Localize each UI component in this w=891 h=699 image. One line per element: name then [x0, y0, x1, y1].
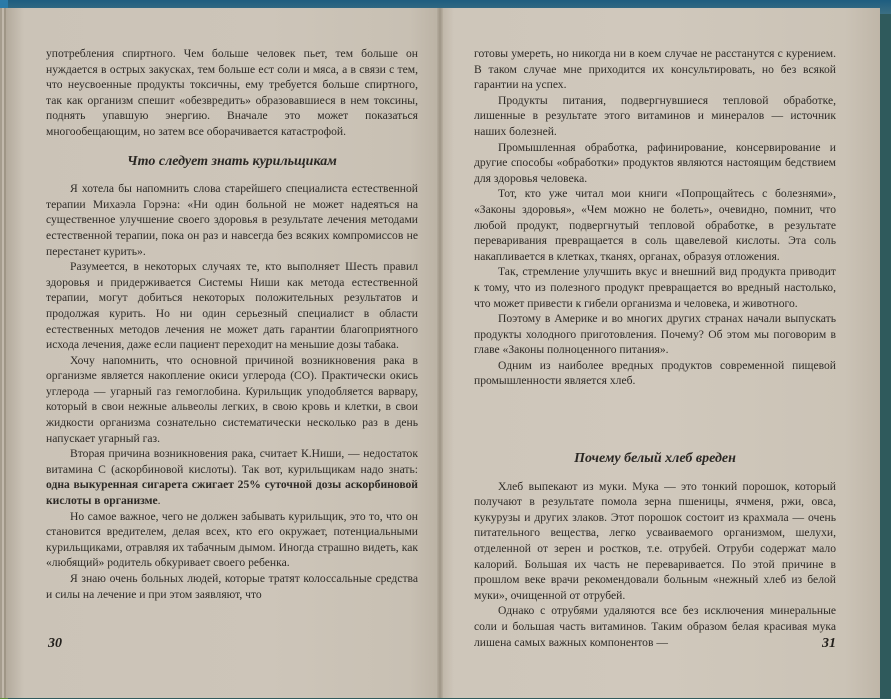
- section-heading: Что следует знать курильщикам: [127, 153, 337, 169]
- section-heading: Почему белый хлеб вреден: [574, 451, 736, 467]
- paragraph-text: Вторая причина возникновения рака, считает К.Ниши, — недостаток витамина С (аскорбиновой кислоты). Так вот, курильщикам надо знать:: [46, 447, 418, 476]
- paragraph: Хочу напомнить, что основной причиной возникновения рака в организме является накопление окиси углерода (СО). Практически окись углерода — угарный газ гемоглобина. Курильщик уподобляется варвару, который в свои нежные альвеолы легких, в свою кровь и клетки, в свои жидкости организма сознательно систематически несколько раз в день напускает угарный газ.: [46, 353, 418, 445]
- right-page: [440, 8, 880, 698]
- paragraph: Я знаю очень больных людей, которые тратят колоссальные средства и силы на лечение и при этом заявляют, что: [46, 572, 418, 601]
- paragraph: Разумеется, в некоторых случаях те, кто выполняет Шесть правил здоровья и придерживается Системы Ниши как метода естественной терапии, могут добиться некоторых положительных результатов и продолжая курить. Но ни один серьезный специалист в области естественных методов лечения не может дать гарантии благоприятного исхода лечения, даже если пациент переходит на меньшие дозы табака.: [46, 260, 418, 352]
- page-number: 31: [822, 636, 836, 651]
- paragraph: употребления спиртного. Чем больше человек пьет, тем больше он нуждается в острых закусках, тем больше ест соли и мяса, а в связи с тем, что неусвоенные продукты токсичны, ему требуется больше спиртного, так как организм спешит «обезвредить» образовавшиеся в нем токсины, поднять упавшую энергию. Вначале это может показаться многообещающим, но затем все оборачивается катастрофой.: [46, 47, 418, 138]
- left-page-text: [46, 46, 418, 602]
- paragraph: Однако с отрубями удаляются все без исключения минеральные соли и большая часть витаминов. Таким образом белая красивая мука лишена самых важных компонентов —: [474, 604, 836, 649]
- right-page-text: [474, 46, 836, 650]
- bold-emphasis: одна выкуренная сигарета сжигает 25% суточной дозы аскорбиновой кислоты в организме: [46, 478, 418, 508]
- paragraph: Поэтому в Америке и во многих других странах начали выпускать продукты холодного приготовления. Почему? Об этом мы поговорим в главе «Законы полноценного питания».: [474, 312, 836, 357]
- paragraph-text-end: .: [157, 494, 161, 508]
- paragraph: Я хотела бы напомнить слова старейшего специалиста естественной терапии Михаэла Горэна: «Ни один больной не может надеяться на существенное улучшение своего здоровья в результате лечения методами естественной терапии, пока он раз и навсегда без всяких компромиссов не перестанет курить».: [46, 182, 418, 258]
- left-page: [6, 8, 444, 698]
- paragraph: Промышленная обработка, рафинирование, консервирование и другие способы «обработки» продуктов являются настоящим бедствием для здоровья человека.: [474, 140, 836, 185]
- paragraph: Но самое важное, чего не должен забывать курильщик, это то, что он становится вредителем, делая всех, кто его окружает, потенциальными курильщиками, отравляя их табачным дымом. Иногда страшно видеть, как «любящий» родитель обкуривает своего ребенка.: [46, 509, 418, 570]
- paragraph: Продукты питания, подвергнувшиеся тепловой обработке, лишенные в результате этого витаминов и минералов — источник наших болезней.: [474, 93, 836, 138]
- section-spacer: [474, 389, 836, 437]
- book-gutter: [437, 8, 443, 698]
- paragraph: Тот, кто уже читал мои книги «Попрощайтесь с болезнями», «Законы здоровья», «Чем можно не болеть», очевидно, помнит, что любой продукт, подвергнутый тепловой обработке, в результате переваривания превращается в соль щавелевой кислоты. Эта соль накапливается в клетках, тканях, органах, образуя отложения.: [474, 187, 836, 263]
- paragraph: Одним из наиболее вредных продуктов современной пищевой промышленности является хлеб.: [474, 358, 836, 388]
- paragraph: Так, стремление улучшить вкус и внешний вид продукта приводит к тому, что из полезного продукт превращается во вредный настолько, что может привести к гибели организма и человека, и животного.: [474, 265, 836, 310]
- paragraph-vitamin: [46, 446, 418, 508]
- page-number: 30: [48, 636, 62, 651]
- paragraph: Хлеб выпекают из муки. Мука — это тонкий порошок, который получают в результате помола зерна пшеницы, ячменя, ржи, овса, кукурузы и других злаков. Этот порошок состоит из крахмала — очень питательного вещества, легко усваиваемого организмом, шелухи, отделенной от зерен и ростков, т.е. отрубей. Отруби содержат мало калорий. Большая их часть не переваривается. По этой причине в прошлом веке врачи рекомендовали больным «нежный хлеб из белой муки», очищенной от отрубей.: [474, 479, 836, 602]
- paragraph: готовы умереть, но никогда ни в коем случае не расстанутся с курением. В таком случае мне приходится их консультировать, но без всякой гарантии на успех.: [474, 47, 836, 92]
